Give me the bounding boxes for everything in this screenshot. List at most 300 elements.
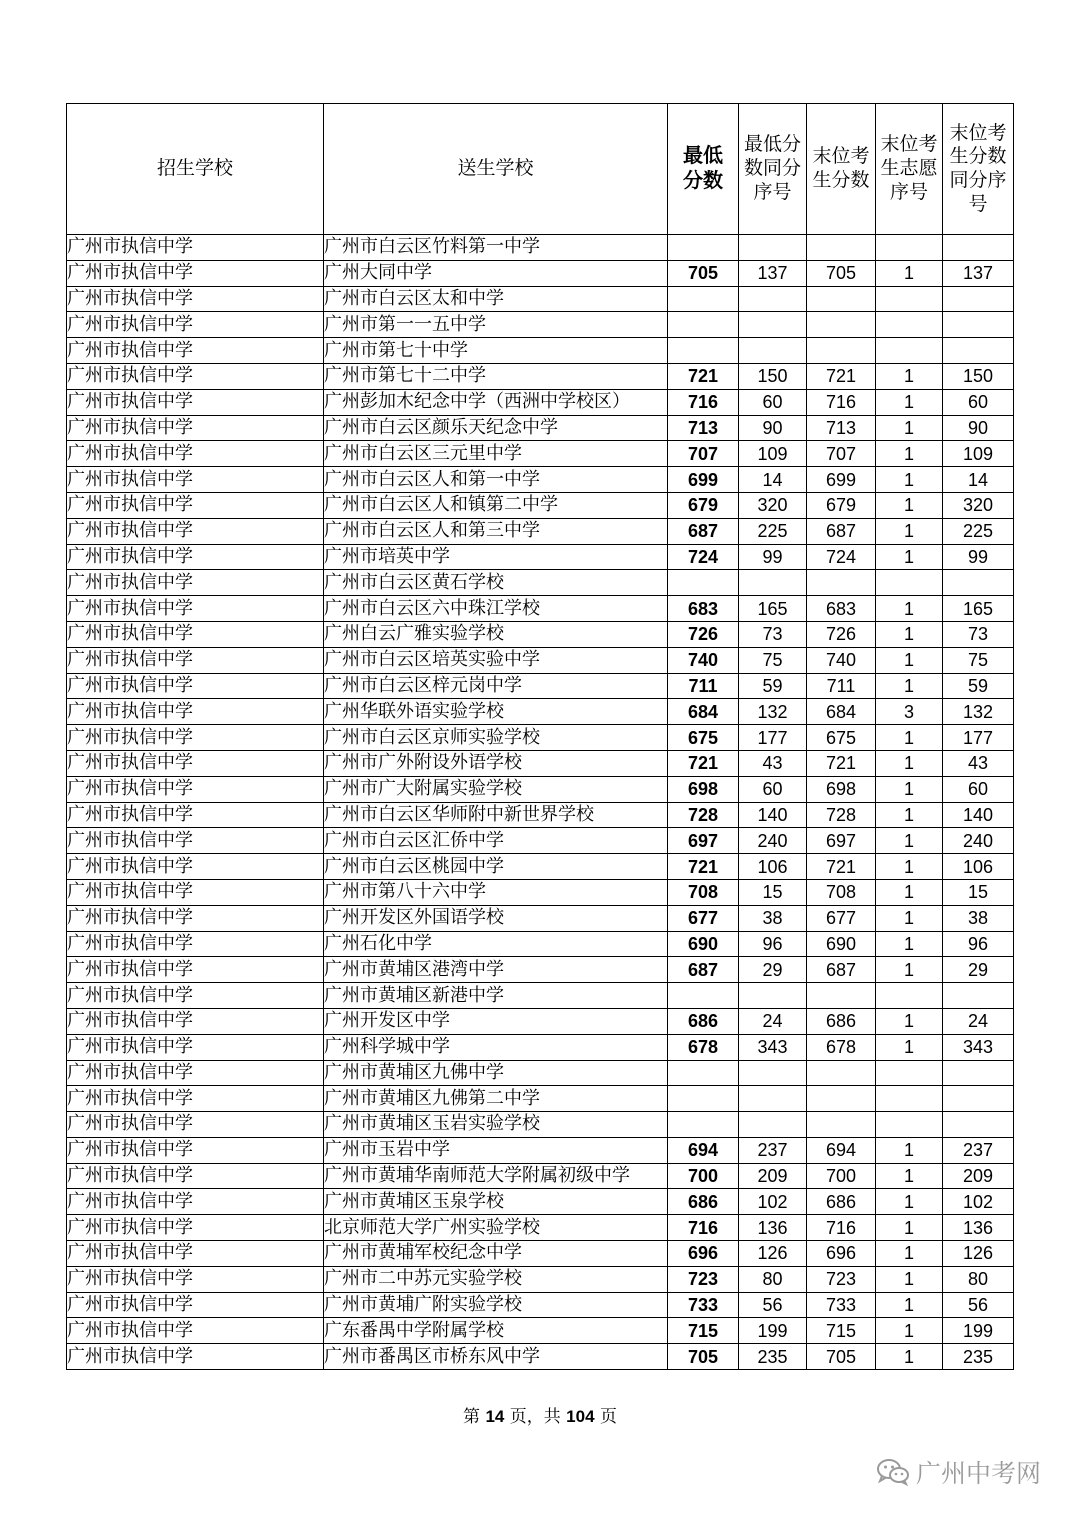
cell-last-score-rank [943, 1086, 1014, 1112]
cell-min-score: 707 [668, 441, 739, 467]
cell-last-choice-order: 1 [876, 854, 943, 880]
cell-recruiting-school: 广州市执信中学 [67, 312, 324, 338]
cell-last-choice-order: 1 [876, 905, 943, 931]
cell-min-score: 708 [668, 879, 739, 905]
cell-last-choice-order: 1 [876, 931, 943, 957]
cell-min-score [668, 312, 739, 338]
cell-recruiting-school: 广州市执信中学 [67, 1034, 324, 1060]
cell-last-choice-order: 1 [876, 1189, 943, 1215]
footer-page-number: 14 [485, 1407, 505, 1426]
cell-min-score: 715 [668, 1318, 739, 1344]
cell-recruiting-school: 广州市执信中学 [67, 750, 324, 776]
cell-recruiting-school: 广州市执信中学 [67, 828, 324, 854]
cell-min-score [668, 983, 739, 1009]
cell-min-score-rank: 24 [739, 1008, 807, 1034]
cell-last-choice-order: 1 [876, 1034, 943, 1060]
cell-last-score-rank [943, 1060, 1014, 1086]
cell-last-score-rank: 43 [943, 750, 1014, 776]
table-row [67, 570, 1014, 596]
table-row [67, 1034, 1014, 1060]
table-row [67, 905, 1014, 931]
cell-sending-school: 广州市第七十二中学 [324, 363, 668, 389]
cell-recruiting-school: 广州市执信中学 [67, 1060, 324, 1086]
cell-min-score-rank: 140 [739, 802, 807, 828]
footer-total-pages: 104 [566, 1407, 595, 1426]
cell-recruiting-school: 广州市执信中学 [67, 467, 324, 493]
header-sending-school: 送生学校 [324, 104, 668, 235]
table-row [67, 338, 1014, 364]
cell-min-score-rank: 150 [739, 363, 807, 389]
watermark-text: 广州中考网 [916, 1459, 1042, 1488]
cell-last-score-rank: 14 [943, 467, 1014, 493]
cell-last-score-rank: 96 [943, 931, 1014, 957]
cell-min-score: 683 [668, 596, 739, 622]
cell-last-choice-order: 1 [876, 544, 943, 570]
cell-recruiting-school: 广州市执信中学 [67, 1163, 324, 1189]
cell-min-score-rank: 136 [739, 1215, 807, 1241]
cell-min-score: 675 [668, 725, 739, 751]
cell-recruiting-school: 广州市执信中学 [67, 647, 324, 673]
watermark [876, 1454, 1041, 1490]
cell-min-score-rank: 59 [739, 673, 807, 699]
cell-recruiting-school: 广州市执信中学 [67, 931, 324, 957]
cell-last-score [807, 1086, 876, 1112]
cell-recruiting-school: 广州市执信中学 [67, 1292, 324, 1318]
cell-min-score [668, 1112, 739, 1138]
cell-last-score-rank: 199 [943, 1318, 1014, 1344]
cell-min-score-rank: 209 [739, 1163, 807, 1189]
cell-recruiting-school: 广州市执信中学 [67, 1112, 324, 1138]
cell-last-score: 721 [807, 363, 876, 389]
cell-recruiting-school: 广州市执信中学 [67, 363, 324, 389]
cell-last-score: 690 [807, 931, 876, 957]
cell-last-choice-order: 1 [876, 1215, 943, 1241]
cell-recruiting-school: 广州市执信中学 [67, 673, 324, 699]
cell-last-score: 713 [807, 415, 876, 441]
cell-min-score-rank: 177 [739, 725, 807, 751]
cell-min-score-rank: 240 [739, 828, 807, 854]
cell-last-choice-order: 1 [876, 750, 943, 776]
cell-last-score: 733 [807, 1292, 876, 1318]
table-row [67, 854, 1014, 880]
cell-min-score-rank: 29 [739, 957, 807, 983]
header-recruiting-school: 招生学校 [67, 104, 324, 235]
table-row [67, 699, 1014, 725]
cell-recruiting-school: 广州市执信中学 [67, 1189, 324, 1215]
cell-last-score: 684 [807, 699, 876, 725]
table-row [67, 1266, 1014, 1292]
footer-suffix: 页 [599, 1407, 617, 1427]
cell-last-score: 715 [807, 1318, 876, 1344]
cell-recruiting-school: 广州市执信中学 [67, 1008, 324, 1034]
cell-sending-school: 广州市白云区太和中学 [324, 286, 668, 312]
cell-last-score: 687 [807, 518, 876, 544]
cell-recruiting-school: 广州市执信中学 [67, 596, 324, 622]
cell-last-score-rank: 109 [943, 441, 1014, 467]
footer-middle: 页，共 [509, 1407, 561, 1427]
cell-last-score: 698 [807, 776, 876, 802]
cell-min-score: 716 [668, 1215, 739, 1241]
cell-last-score-rank: 29 [943, 957, 1014, 983]
cell-last-score-rank: 209 [943, 1163, 1014, 1189]
cell-recruiting-school: 广州市执信中学 [67, 1086, 324, 1112]
cell-min-score-rank [739, 1112, 807, 1138]
table-row [67, 1137, 1014, 1163]
cell-min-score [668, 235, 739, 261]
cell-sending-school: 广州开发区外国语学校 [324, 905, 668, 931]
cell-min-score-rank: 14 [739, 467, 807, 493]
admission-score-table [66, 103, 1014, 1370]
table-row [67, 725, 1014, 751]
cell-min-score-rank: 99 [739, 544, 807, 570]
cell-min-score-rank [739, 570, 807, 596]
cell-last-choice-order: 1 [876, 828, 943, 854]
cell-recruiting-school: 广州市执信中学 [67, 1241, 324, 1267]
table-row [67, 983, 1014, 1009]
cell-min-score: 700 [668, 1163, 739, 1189]
cell-last-score: 705 [807, 260, 876, 286]
table-row [67, 673, 1014, 699]
cell-min-score: 690 [668, 931, 739, 957]
cell-min-score: 684 [668, 699, 739, 725]
cell-last-score-rank: 240 [943, 828, 1014, 854]
cell-last-score-rank: 38 [943, 905, 1014, 931]
table-row [67, 518, 1014, 544]
cell-last-score-rank: 132 [943, 699, 1014, 725]
cell-last-choice-order: 1 [876, 596, 943, 622]
cell-sending-school: 广州开发区中学 [324, 1008, 668, 1034]
table-row [67, 363, 1014, 389]
cell-min-score-rank: 237 [739, 1137, 807, 1163]
cell-last-score-rank [943, 338, 1014, 364]
cell-last-score: 699 [807, 467, 876, 493]
cell-recruiting-school: 广州市执信中学 [67, 518, 324, 544]
cell-min-score-rank: 106 [739, 854, 807, 880]
cell-min-score: 721 [668, 750, 739, 776]
cell-last-choice-order: 3 [876, 699, 943, 725]
cell-last-score-rank: 177 [943, 725, 1014, 751]
cell-last-choice-order: 1 [876, 1292, 943, 1318]
cell-last-choice-order [876, 312, 943, 338]
cell-last-score: 675 [807, 725, 876, 751]
cell-sending-school: 广州市黄埔军校纪念中学 [324, 1241, 668, 1267]
cell-min-score-rank [739, 286, 807, 312]
cell-sending-school: 广州市白云区黄石学校 [324, 570, 668, 596]
cell-last-score: 683 [807, 596, 876, 622]
table-row [67, 621, 1014, 647]
cell-last-choice-order [876, 235, 943, 261]
cell-min-score: 705 [668, 260, 739, 286]
cell-recruiting-school: 广州市执信中学 [67, 1215, 324, 1241]
table-row [67, 931, 1014, 957]
cell-last-score-rank: 106 [943, 854, 1014, 880]
page-footer [0, 1402, 1080, 1427]
cell-last-score-rank: 99 [943, 544, 1014, 570]
cell-recruiting-school: 广州市执信中学 [67, 1266, 324, 1292]
cell-min-score-rank: 43 [739, 750, 807, 776]
table-row [67, 1318, 1014, 1344]
cell-min-score: 699 [668, 467, 739, 493]
cell-min-score-rank: 80 [739, 1266, 807, 1292]
table-row [67, 1344, 1014, 1370]
cell-sending-school: 广州市白云区桃园中学 [324, 854, 668, 880]
cell-recruiting-school: 广州市执信中学 [67, 983, 324, 1009]
cell-sending-school: 广州市黄埔区九佛中学 [324, 1060, 668, 1086]
cell-min-score-rank: 199 [739, 1318, 807, 1344]
cell-last-choice-order: 1 [876, 725, 943, 751]
table-row [67, 596, 1014, 622]
cell-min-score-rank: 38 [739, 905, 807, 931]
cell-last-score [807, 338, 876, 364]
table-row [67, 544, 1014, 570]
cell-min-score: 687 [668, 518, 739, 544]
cell-min-score-rank: 137 [739, 260, 807, 286]
cell-min-score: 721 [668, 854, 739, 880]
cell-min-score: 696 [668, 1241, 739, 1267]
cell-last-choice-order: 1 [876, 957, 943, 983]
cell-sending-school: 广州市白云区竹料第一中学 [324, 235, 668, 261]
cell-min-score-rank [739, 1086, 807, 1112]
cell-sending-school: 广州市白云区汇侨中学 [324, 828, 668, 854]
cell-recruiting-school: 广州市执信中学 [67, 338, 324, 364]
cell-min-score-rank: 60 [739, 389, 807, 415]
cell-min-score [668, 570, 739, 596]
cell-sending-school: 广州市白云区华师附中新世界学校 [324, 802, 668, 828]
cell-recruiting-school: 广州市执信中学 [67, 415, 324, 441]
cell-sending-school: 广州市二中苏元实验学校 [324, 1266, 668, 1292]
cell-sending-school: 广州市白云区人和镇第二中学 [324, 492, 668, 518]
cell-sending-school: 广州市白云区人和第一中学 [324, 467, 668, 493]
cell-last-score-rank: 24 [943, 1008, 1014, 1034]
cell-sending-school: 广州市第八十六中学 [324, 879, 668, 905]
table-row [67, 1189, 1014, 1215]
cell-sending-school: 广州市白云区培英实验中学 [324, 647, 668, 673]
cell-last-score-rank: 60 [943, 776, 1014, 802]
cell-min-score: 740 [668, 647, 739, 673]
header-last-score-rank: 末位考生分数同分序号 [943, 104, 1014, 235]
cell-last-score: 677 [807, 905, 876, 931]
table-row [67, 1112, 1014, 1138]
cell-min-score: 679 [668, 492, 739, 518]
cell-last-choice-order: 1 [876, 518, 943, 544]
cell-last-score [807, 286, 876, 312]
cell-sending-school: 广州市黄埔区玉泉学校 [324, 1189, 668, 1215]
cell-last-score [807, 312, 876, 338]
cell-sending-school: 广州华联外语实验学校 [324, 699, 668, 725]
cell-last-score-rank: 137 [943, 260, 1014, 286]
cell-last-score-rank: 320 [943, 492, 1014, 518]
cell-recruiting-school: 广州市执信中学 [67, 260, 324, 286]
cell-last-choice-order: 1 [876, 776, 943, 802]
cell-last-choice-order: 1 [876, 673, 943, 699]
cell-recruiting-school: 广州市执信中学 [67, 544, 324, 570]
cell-last-choice-order [876, 570, 943, 596]
cell-last-score-rank: 102 [943, 1189, 1014, 1215]
cell-last-score: 711 [807, 673, 876, 699]
table-row [67, 492, 1014, 518]
cell-recruiting-school: 广州市执信中学 [67, 776, 324, 802]
cell-last-choice-order [876, 983, 943, 1009]
table-row [67, 1163, 1014, 1189]
cell-min-score [668, 1086, 739, 1112]
cell-min-score: 721 [668, 363, 739, 389]
cell-min-score-rank: 102 [739, 1189, 807, 1215]
cell-sending-school: 广东番禺中学附属学校 [324, 1318, 668, 1344]
cell-last-score: 687 [807, 957, 876, 983]
table-row [67, 260, 1014, 286]
cell-last-score-rank: 73 [943, 621, 1014, 647]
cell-last-choice-order: 1 [876, 1137, 943, 1163]
cell-last-choice-order: 1 [876, 389, 943, 415]
cell-last-score: 724 [807, 544, 876, 570]
cell-last-choice-order [876, 1112, 943, 1138]
table-row [67, 389, 1014, 415]
wechat-icon [876, 1458, 910, 1486]
cell-min-score-rank: 165 [739, 596, 807, 622]
cell-min-score-rank: 109 [739, 441, 807, 467]
cell-last-score-rank: 150 [943, 363, 1014, 389]
cell-sending-school: 广州白云广雅实验学校 [324, 621, 668, 647]
footer-prefix: 第 [463, 1407, 481, 1427]
cell-min-score-rank: 56 [739, 1292, 807, 1318]
cell-last-choice-order: 1 [876, 441, 943, 467]
cell-min-score-rank: 73 [739, 621, 807, 647]
cell-recruiting-school: 广州市执信中学 [67, 286, 324, 312]
cell-last-score-rank: 343 [943, 1034, 1014, 1060]
cell-last-score: 694 [807, 1137, 876, 1163]
cell-recruiting-school: 广州市执信中学 [67, 957, 324, 983]
cell-min-score: 728 [668, 802, 739, 828]
cell-last-score-rank: 126 [943, 1241, 1014, 1267]
cell-last-score: 721 [807, 750, 876, 776]
header-min-score-rank: 最低分数同分序号 [739, 104, 807, 235]
cell-sending-school: 广州市黄埔广附实验学校 [324, 1292, 668, 1318]
cell-sending-school: 广州市黄埔区新港中学 [324, 983, 668, 1009]
cell-last-choice-order: 1 [876, 1344, 943, 1370]
cell-sending-school: 广州市白云区京师实验学校 [324, 725, 668, 751]
cell-sending-school: 广州市白云区六中珠江学校 [324, 596, 668, 622]
header-last-score: 末位考生分数 [807, 104, 876, 235]
table-row [67, 1241, 1014, 1267]
cell-recruiting-school: 广州市执信中学 [67, 879, 324, 905]
cell-last-choice-order: 1 [876, 363, 943, 389]
cell-last-choice-order: 1 [876, 1163, 943, 1189]
cell-min-score-rank [739, 983, 807, 1009]
cell-recruiting-school: 广州市执信中学 [67, 1137, 324, 1163]
cell-last-score: 686 [807, 1008, 876, 1034]
cell-last-score: 716 [807, 1215, 876, 1241]
cell-min-score: 711 [668, 673, 739, 699]
cell-min-score-rank: 75 [739, 647, 807, 673]
table-row [67, 1086, 1014, 1112]
cell-last-score: 726 [807, 621, 876, 647]
table-header-row [67, 104, 1014, 235]
cell-recruiting-school: 广州市执信中学 [67, 854, 324, 880]
table-row [67, 1008, 1014, 1034]
cell-last-score: 728 [807, 802, 876, 828]
cell-recruiting-school: 广州市执信中学 [67, 905, 324, 931]
table-row [67, 750, 1014, 776]
cell-min-score-rank [739, 1060, 807, 1086]
cell-recruiting-school: 广州市执信中学 [67, 235, 324, 261]
cell-last-score-rank [943, 312, 1014, 338]
table-row [67, 312, 1014, 338]
cell-min-score: 686 [668, 1008, 739, 1034]
cell-sending-school: 广州市广外附设外语学校 [324, 750, 668, 776]
cell-last-choice-order: 1 [876, 1266, 943, 1292]
cell-sending-school: 广州科学城中学 [324, 1034, 668, 1060]
cell-min-score-rank: 225 [739, 518, 807, 544]
table-row [67, 647, 1014, 673]
cell-min-score [668, 338, 739, 364]
cell-last-choice-order: 1 [876, 802, 943, 828]
cell-sending-school: 广州市第一一五中学 [324, 312, 668, 338]
table-row [67, 467, 1014, 493]
cell-last-choice-order: 1 [876, 467, 943, 493]
cell-last-score: 716 [807, 389, 876, 415]
cell-last-score [807, 1112, 876, 1138]
cell-last-score-rank: 235 [943, 1344, 1014, 1370]
cell-recruiting-school: 广州市执信中学 [67, 389, 324, 415]
cell-last-score [807, 1060, 876, 1086]
cell-last-score [807, 235, 876, 261]
cell-last-choice-order [876, 338, 943, 364]
table-row [67, 879, 1014, 905]
cell-sending-school: 广州市黄埔区玉岩实验学校 [324, 1112, 668, 1138]
cell-last-score [807, 983, 876, 1009]
cell-min-score: 698 [668, 776, 739, 802]
cell-last-score: 697 [807, 828, 876, 854]
header-last-choice-order: 末位考生志愿序号 [876, 104, 943, 235]
cell-last-choice-order: 1 [876, 415, 943, 441]
cell-last-score-rank: 60 [943, 389, 1014, 415]
cell-last-score: 707 [807, 441, 876, 467]
cell-sending-school: 广州市黄埔华南师范大学附属初级中学 [324, 1163, 668, 1189]
cell-last-score: 700 [807, 1163, 876, 1189]
cell-last-choice-order: 1 [876, 1008, 943, 1034]
cell-min-score: 694 [668, 1137, 739, 1163]
cell-min-score-rank: 60 [739, 776, 807, 802]
cell-min-score: 678 [668, 1034, 739, 1060]
cell-last-score-rank: 237 [943, 1137, 1014, 1163]
table-row [67, 441, 1014, 467]
cell-sending-school: 广州市白云区颜乐天纪念中学 [324, 415, 668, 441]
cell-min-score: 733 [668, 1292, 739, 1318]
table-row [67, 235, 1014, 261]
cell-last-score: 686 [807, 1189, 876, 1215]
cell-min-score-rank: 96 [739, 931, 807, 957]
cell-sending-school: 广州市白云区梓元岗中学 [324, 673, 668, 699]
cell-sending-school: 广州石化中学 [324, 931, 668, 957]
cell-recruiting-school: 广州市执信中学 [67, 441, 324, 467]
cell-sending-school: 广州大同中学 [324, 260, 668, 286]
cell-sending-school: 广州市培英中学 [324, 544, 668, 570]
cell-last-score-rank: 15 [943, 879, 1014, 905]
cell-min-score: 687 [668, 957, 739, 983]
cell-last-choice-order: 1 [876, 492, 943, 518]
cell-min-score: 724 [668, 544, 739, 570]
table-row [67, 286, 1014, 312]
cell-last-score-rank [943, 286, 1014, 312]
cell-min-score-rank [739, 235, 807, 261]
cell-last-score: 705 [807, 1344, 876, 1370]
table-row [67, 1215, 1014, 1241]
cell-last-score-rank [943, 983, 1014, 1009]
cell-sending-school: 广州彭加木纪念中学（西洲中学校区） [324, 389, 668, 415]
cell-min-score-rank: 132 [739, 699, 807, 725]
cell-recruiting-school: 广州市执信中学 [67, 1318, 324, 1344]
cell-min-score: 686 [668, 1189, 739, 1215]
